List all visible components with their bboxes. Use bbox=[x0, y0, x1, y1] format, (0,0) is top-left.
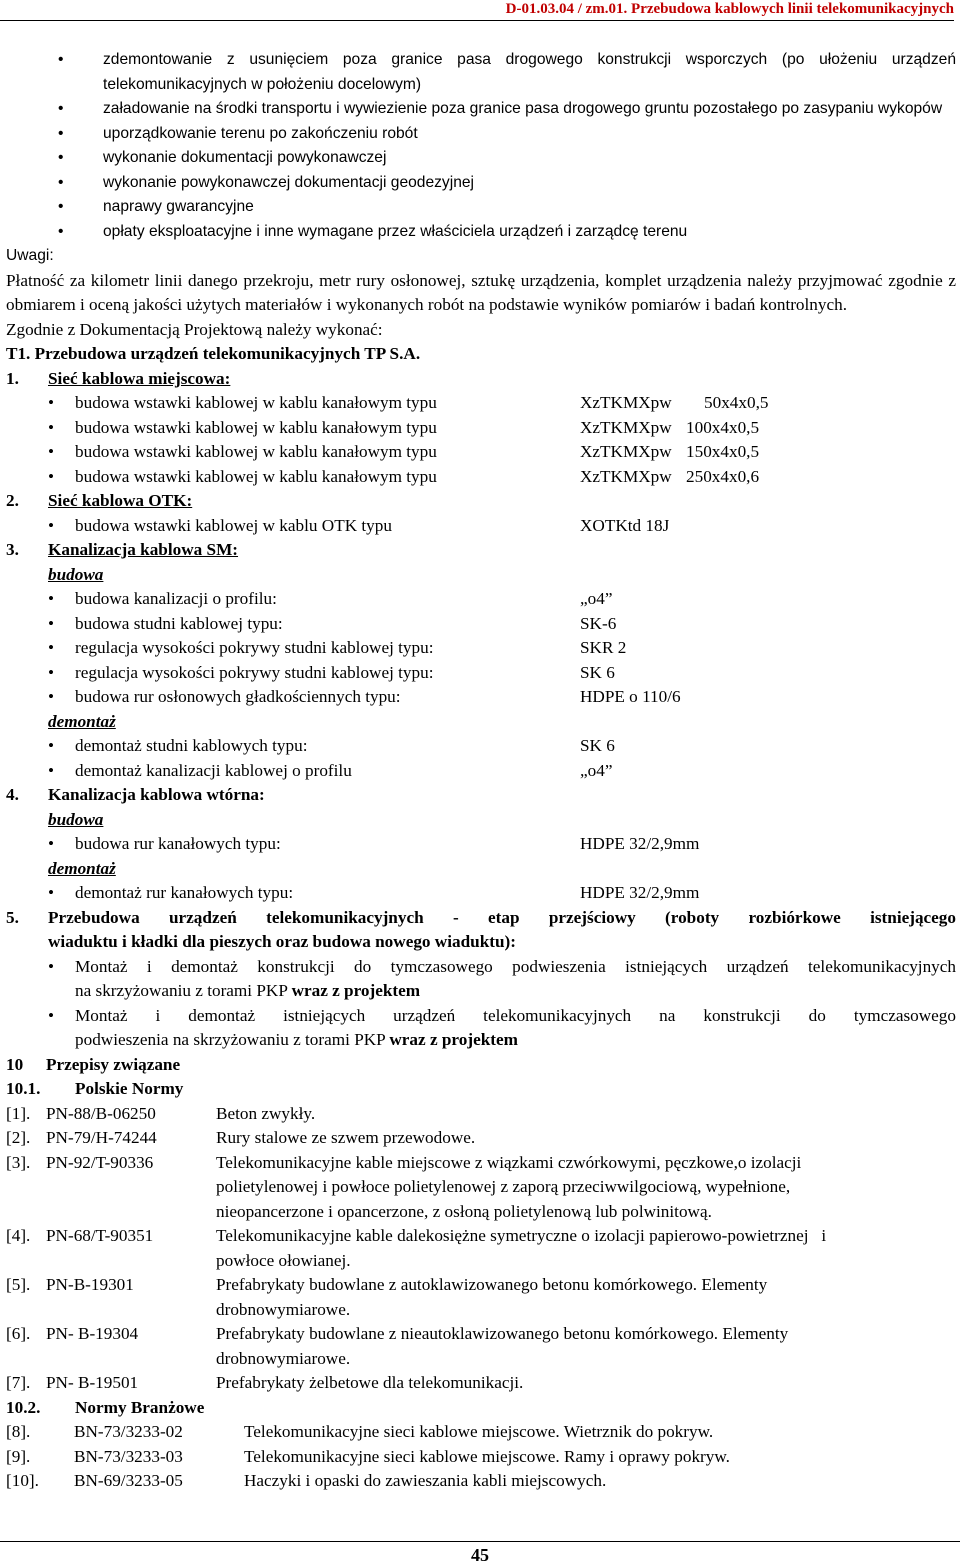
section-number: 10.2. bbox=[6, 1397, 41, 1417]
section-number: 4. bbox=[6, 785, 19, 804]
norm-ref: [7]. PN- B-19501 Prefabrykaty żelbetowe dla telekomunikacji. bbox=[6, 1373, 524, 1392]
section-10-heading bbox=[6, 1053, 956, 1078]
section-number: 2. bbox=[6, 491, 19, 510]
list-item: • regulacja wysokości pokrywy studni kablowej typu: SKR 2 bbox=[6, 636, 956, 661]
section-title: Polskie Normy bbox=[75, 1079, 184, 1098]
branch-norms-list bbox=[6, 1420, 956, 1494]
scope-intro: Zgodnie z Dokumentacją Projektową należy wykonać: bbox=[6, 319, 383, 339]
list-item: • budowa studni kablowej typu: SK-6 bbox=[6, 612, 956, 637]
section-number: 10.1. bbox=[6, 1079, 41, 1098]
scope-list bbox=[6, 48, 956, 244]
section-10-2-heading bbox=[6, 1396, 956, 1421]
section-title: Kanalizacja kablowa wtórna: bbox=[48, 785, 265, 804]
subheading-budowa: budowa bbox=[48, 564, 104, 584]
section-3-dismantle-list bbox=[6, 734, 956, 783]
subheading-demontaz: demontaż bbox=[48, 711, 116, 731]
page-header bbox=[0, 0, 954, 22]
header-title: D-01.03.04 / zm.01. Przebudowa kablowych linii telekomunikacyjnych bbox=[505, 1, 954, 17]
list-item: • demontaż studni kablowych typu: SK 6 bbox=[6, 734, 956, 759]
list-item: • budowa wstawki kablowej w kablu kanałowym typu XzTKMXpw 250x4x0,6 bbox=[6, 465, 956, 490]
section-title: Sieć kablowa OTK: bbox=[48, 491, 193, 510]
page-content bbox=[6, 48, 956, 1494]
section-5-heading bbox=[6, 906, 956, 955]
list-item: • zdemontowanie z usunięciem poza granice pasa drogowego konstrukcji wsporczych (po ułożeniu urządzeń telekomunikacyjnych w położeniu docelowym) bbox=[6, 48, 956, 97]
section-5-list bbox=[6, 955, 956, 1053]
norm-ref: [10]. BN-69/3233-05 Haczyki i opaski do zawieszania kabli miejscowych. bbox=[6, 1471, 607, 1490]
section-2-heading bbox=[6, 489, 956, 514]
section-title: Kanalizacja kablowa SM: bbox=[48, 540, 239, 559]
footer-rule bbox=[0, 1541, 960, 1542]
list-item: • załadowanie na środki transportu i wywiezienie poza granice pasa drogowego gruntu pozostałego po zasypaniu wykopów bbox=[6, 97, 956, 122]
norm-ref: [2]. PN-79/H-74244 Rury stalowe ze szwem przewodowe. bbox=[6, 1128, 476, 1147]
norm-ref: [6]. PN- B-19304 Prefabrykaty budowlane z nieautoklawizowanego betonu komórkowego. Elementy drobnowymiarowe. bbox=[6, 1324, 789, 1368]
section-3-build-list bbox=[6, 587, 956, 710]
norm-ref: [9]. BN-73/3233-03 Telekomunikacyjne sieci kablowe miejscowe. Ramy i oprawy pokryw. bbox=[6, 1446, 730, 1466]
list-item: • demontaż kanalizacji kablowej o profilu „o4” bbox=[6, 759, 956, 784]
list-item: • budowa wstawki kablowej w kablu kanałowym typu XzTKMXpw 50x4x0,5 bbox=[6, 391, 956, 416]
norm-ref: [8]. BN-73/3233-02 Telekomunikacyjne sieci kablowe miejscowe. Wietrznik do pokryw. bbox=[6, 1422, 714, 1441]
subheading-demontaz: demontaż bbox=[48, 858, 116, 878]
header-rule bbox=[0, 20, 954, 21]
section-4-dismantle-list bbox=[6, 881, 956, 906]
norm-ref: [3]. PN-92/T-90336 Telekomunikacyjne kable miejscowe z wiązkami czwórkowymi, pęczkowe,o izolacji polietylenowej i powłoce polietylenowej z zaporą przeciwwilgociową, wypełnione, nieopancerzone i opancerzone, z osłoną polietylenową lub polwinitową. bbox=[6, 1152, 802, 1221]
list-item: • Montaż i demontaż konstrukcji do tymczasowego podwieszenia istniejących urządzeń telekomunikacyjnych na skrzyżowaniu z torami PKP wraz z projektem bbox=[6, 955, 956, 1004]
section-number: 10 bbox=[6, 1054, 24, 1074]
section-title: Normy Branżowe bbox=[75, 1397, 205, 1417]
subheading-budowa: budowa bbox=[48, 809, 104, 829]
list-item: • Montaż i demontaż istniejących urządzeń telekomunikacyjnych na konstrukcji do tymczasowego podwieszenia na skrzyżowaniu z torami PKP wraz z projektem bbox=[6, 1004, 956, 1053]
list-item: • budowa wstawki kablowej w kablu kanałowym typu XzTKMXpw 150x4x0,5 bbox=[6, 440, 956, 465]
section-number: 1. bbox=[6, 368, 19, 388]
list-item: • budowa kanalizacji o profilu: „o4” bbox=[6, 587, 956, 612]
list-item: • budowa wstawki kablowej w kablu OTK typu XOTKtd 18J bbox=[6, 514, 956, 539]
section-4-build-list bbox=[6, 832, 956, 857]
section-number: 3. bbox=[6, 540, 19, 559]
section-title: Sieć kablowa miejscowa: bbox=[48, 368, 231, 388]
polish-norms-list bbox=[6, 1102, 956, 1396]
section-2-list bbox=[6, 514, 956, 539]
section-1-heading bbox=[6, 367, 956, 392]
page-number: 45 bbox=[471, 1545, 489, 1565]
section-1-list bbox=[6, 391, 956, 489]
t1-heading: T1. Przebudowa urządzeń telekomunikacyjnych TP S.A. bbox=[6, 344, 421, 363]
list-item: • wykonanie dokumentacji powykonawczej bbox=[6, 146, 956, 171]
section-10-1-heading bbox=[6, 1077, 956, 1102]
list-item: • budowa wstawki kablowej w kablu kanałowym typu XzTKMXpw 100x4x0,5 bbox=[6, 416, 956, 441]
norm-ref: [1]. PN-88/B-06250 Beton zwykły. bbox=[6, 1103, 316, 1123]
list-item: • opłaty eksploatacyjne i inne wymagane przez właściciela urządzeń i zarządcę terenu bbox=[6, 220, 956, 245]
list-item: • uporządkowanie terenu po zakończeniu robót bbox=[6, 122, 956, 147]
list-item: • regulacja wysokości pokrywy studni kablowej typu: SK 6 bbox=[6, 661, 956, 686]
section-4-heading bbox=[6, 783, 956, 808]
list-item: • naprawy gwarancyjne bbox=[6, 195, 956, 220]
list-item: • budowa rur osłonowych gładkościennych typu: HDPE o 110/6 bbox=[6, 685, 956, 710]
list-item: • budowa rur kanałowych typu: HDPE 32/2,9mm bbox=[6, 832, 956, 857]
section-3-heading bbox=[6, 538, 956, 563]
list-item: • demontaż rur kanałowych typu: HDPE 32/2,9mm bbox=[6, 881, 956, 906]
section-title: Przebudowa urządzeń telekomunikacyjnych - etap przejściowy (roboty rozbiórkowe istniejącego wiaduktu i kładki dla pieszych oraz budowa nowego wiaduktu): bbox=[48, 907, 956, 951]
norm-ref: [5]. PN-B-19301 Prefabrykaty budowlane z autoklawizowanego betonu komórkowego. Elementy drobnowymiarowe. bbox=[6, 1275, 768, 1319]
section-title: Przepisy związane bbox=[46, 1054, 181, 1074]
payment-paragraph: Płatność za kilometr linii danego przekroju, metr rury osłonowej, sztukę urządzenia, komplet urządzenia należy przyjmować zgodnie z obmiarem i oceną jakości użytych materiałów i wykonanych robót na podstawie wyników pomiarów i badań kontrolnych. bbox=[6, 270, 956, 314]
norm-ref: [4]. PN-68/T-90351 Telekomunikacyjne kable dalekosiężne symetryczne o izolacji papierowo-powietrznej i powłoce ołowianej. bbox=[6, 1226, 827, 1270]
list-item: • wykonanie powykonawczej dokumentacji geodezyjnej bbox=[6, 171, 956, 196]
section-number: 5. bbox=[6, 907, 19, 927]
uwagi-label: Uwagi: bbox=[6, 247, 54, 264]
